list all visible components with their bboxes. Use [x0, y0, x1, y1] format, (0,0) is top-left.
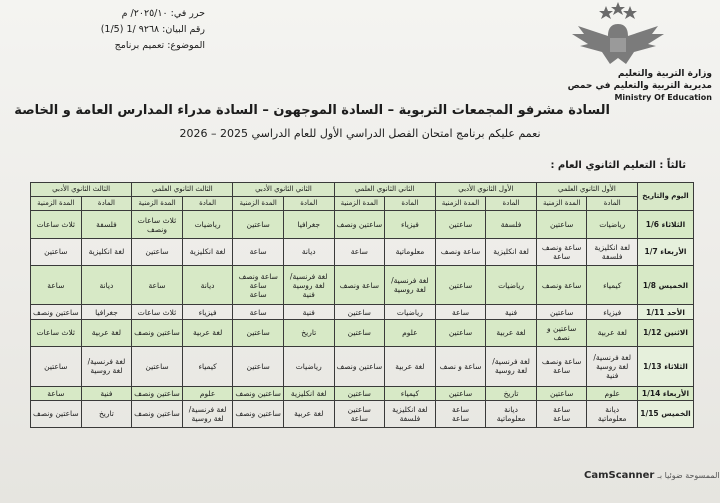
subject-cell: لغة عربية	[182, 319, 233, 346]
schedule-row	[31, 305, 694, 319]
duration-cell: ساعتين	[435, 319, 486, 346]
subject-cell: فيزياء	[385, 211, 436, 238]
duration-column-header: المدة الزمنية	[435, 197, 486, 211]
duration-cell: ساعة	[31, 386, 82, 400]
subject-cell: فلسفة	[486, 211, 537, 238]
subject-cell: لغة انكليزية	[486, 238, 537, 265]
grade-group-header: الثاني الثانوي العلمي	[334, 183, 435, 197]
subject-cell: جغرافيا	[81, 305, 132, 319]
date-line: حرر في: ٢٠٢٥/١٠/ م	[121, 8, 205, 19]
subject-cell: كيمياء	[182, 346, 233, 386]
subject-cell: لغة فرنسية/ لغة روسية	[81, 346, 132, 386]
ministry-english: Ministry Of Education	[614, 93, 712, 102]
subject-cell: معلوماتية	[385, 238, 436, 265]
subject-cell: لغة عربية	[283, 400, 334, 427]
duration-cell: ساعتين ونصف	[334, 211, 385, 238]
ministry-name: وزارة التربية والتعليم	[617, 69, 712, 79]
duration-cell: ساعة ونصف	[435, 238, 486, 265]
duration-cell: ساعتين	[334, 386, 385, 400]
duration-cell: ساعتين	[435, 265, 486, 305]
subject-cell: رياضيات	[486, 265, 537, 305]
duration-cell: ساعتين ونصف	[31, 400, 82, 427]
subject-cell: لغة انكليزية فلسفة	[385, 400, 436, 427]
duration-cell: ساعتين	[132, 238, 183, 265]
grade-group-header: الأول الثانوي العلمي	[536, 183, 637, 197]
day-date-cell: الثلاثاء 1/13	[638, 346, 694, 386]
duration-cell: ساعتين ونصف	[233, 386, 284, 400]
subject-column-header: المادة	[283, 197, 334, 211]
schedule-row	[31, 265, 694, 305]
subject-cell: تاريخ	[486, 386, 537, 400]
scanner-prefix: الممسوحة ضوئيا بـ	[657, 471, 720, 480]
subject-cell: علوم	[587, 386, 638, 400]
subject-cell: ديانة معلوماتية	[587, 400, 638, 427]
day-date-cell: الأربعاء 1/7	[638, 238, 694, 265]
subject-cell: لغة فرنسية/ لغة روسية	[486, 346, 537, 386]
duration-cell: ساعتين	[435, 386, 486, 400]
day-date-cell: الأربعاء 1/14	[638, 386, 694, 400]
subject-cell: ديانة معلوماتية	[486, 400, 537, 427]
subject-cell: لغة عربية	[385, 346, 436, 386]
duration-cell: ثلاث ساعات	[31, 319, 82, 346]
duration-column-header: المدة الزمنية	[334, 197, 385, 211]
subject-cell: لغة انكليزية فلسفة	[587, 238, 638, 265]
reference-number: رقم البيان: ٩٢٦٨ /1 (1/5)	[100, 24, 205, 35]
schedule-row	[31, 319, 694, 346]
addressee-title: السادة مشرفو المجمعات التربوية – السادة الموجهون – السادة مدراء المدارس العامة و الخاصة	[14, 103, 610, 118]
subject-cell: لغة عربية	[486, 319, 537, 346]
duration-cell: ساعتين	[536, 305, 587, 319]
subject-cell: فيزياء	[182, 305, 233, 319]
scanner-name: CamScanner	[584, 470, 655, 481]
subject-line: الموضوع: تعميم برنامج	[114, 40, 205, 51]
eagle-emblem-icon	[558, 0, 678, 68]
subject-column-header: المادة	[486, 197, 537, 211]
day-date-cell: الأحد 1/11	[638, 305, 694, 319]
duration-cell: ساعتين ونصف	[132, 400, 183, 427]
duration-cell: ساعتين و نصف	[536, 319, 587, 346]
duration-cell: ساعتين	[31, 238, 82, 265]
subject-cell: علوم	[182, 386, 233, 400]
subject-cell: رياضيات	[385, 305, 436, 319]
duration-column-header: المدة الزمنية	[536, 197, 587, 211]
day-date-cell: الخميس 1/8	[638, 265, 694, 305]
subject-column-header: المادة	[385, 197, 436, 211]
duration-cell: ساعتين	[536, 386, 587, 400]
directorate-name: مديرية التربية والتعليم في حمص	[567, 81, 712, 91]
subject-cell: فلسفة	[81, 211, 132, 238]
duration-cell: ثلاث ساعات ونصف	[132, 211, 183, 238]
circular-subtitle: نعمم عليكم برنامج امتحان الفصل الدراسي الأول للعام الدراسي 2025 – 2026	[179, 127, 541, 140]
subject-cell: فنية	[486, 305, 537, 319]
duration-cell: ساعة ونصف	[334, 265, 385, 305]
subject-cell: لغة انكليزية	[283, 386, 334, 400]
duration-cell: ساعة	[233, 238, 284, 265]
subject-cell: تاريخ	[283, 319, 334, 346]
grade-group-header: الثالث الثانوي الأدبي	[31, 183, 132, 197]
day-date-cell: الثلاثاء 1/6	[638, 211, 694, 238]
duration-cell: ساعتين	[334, 305, 385, 319]
subject-cell: لغة عربية	[587, 319, 638, 346]
duration-cell: ساعة	[334, 238, 385, 265]
schedule-row	[31, 386, 694, 400]
duration-cell: ساعتين	[233, 211, 284, 238]
exam-schedule-table	[30, 182, 694, 428]
duration-column-header: المدة الزمنية	[233, 197, 284, 211]
grade-group-header: الأول الثانوي الأدبي	[435, 183, 536, 197]
subject-cell: ديانة	[81, 265, 132, 305]
grade-group-header: الثالث الثانوي العلمي	[132, 183, 233, 197]
duration-cell: ساعتين ونصف	[132, 386, 183, 400]
subject-cell: فنية	[283, 305, 334, 319]
schedule-row	[31, 238, 694, 265]
subject-cell: لغة فرنسية/ لغة روسية	[385, 265, 436, 305]
duration-cell: ساعة	[435, 305, 486, 319]
scanner-watermark	[584, 470, 720, 488]
table-header-row	[31, 183, 694, 197]
subject-cell: كيمياء	[385, 386, 436, 400]
duration-column-header: المدة الزمنية	[31, 197, 82, 211]
duration-cell: ساعة ونصف ساعة	[536, 346, 587, 386]
subject-cell: علوم	[385, 319, 436, 346]
subject-cell: ديانة	[182, 265, 233, 305]
grade-group-header: الثاني الثانوي الأدبي	[233, 183, 334, 197]
section-heading: ثالثاً : التعليم الثانوي العام :	[550, 160, 686, 171]
duration-cell: ساعة	[132, 265, 183, 305]
duration-cell: ساعتين ساعة	[334, 400, 385, 427]
subject-cell: لغة فرنسية/ لغة روسية فنية	[587, 346, 638, 386]
duration-cell: ساعتين ونصف	[233, 400, 284, 427]
subject-column-header: المادة	[587, 197, 638, 211]
duration-cell: ساعتين	[536, 211, 587, 238]
duration-cell: ثلاث ساعات	[31, 211, 82, 238]
duration-column-header: المدة الزمنية	[132, 197, 183, 211]
duration-cell: ساعتين	[132, 346, 183, 386]
duration-cell: ساعة ونصف ساعة ساعة	[233, 265, 284, 305]
day-date-cell: الاثنين 1/12	[638, 319, 694, 346]
subject-cell: رياضيات	[182, 211, 233, 238]
schedule-row	[31, 400, 694, 427]
duration-cell: ساعتين	[31, 346, 82, 386]
ministry-block	[512, 68, 712, 104]
subject-cell: ديانة	[283, 238, 334, 265]
subject-cell: لغة انكليزية	[81, 238, 132, 265]
subject-column-header: المادة	[182, 197, 233, 211]
duration-cell: ثلاث ساعات	[132, 305, 183, 319]
subject-cell: لغة انكليزية	[182, 238, 233, 265]
schedule-row	[31, 211, 694, 238]
duration-cell: ساعة ونصف ساعة	[536, 238, 587, 265]
letter-meta	[55, 6, 205, 54]
subject-cell: فنية	[81, 386, 132, 400]
table-subheader-row	[31, 197, 694, 211]
subject-cell: فيزياء	[587, 305, 638, 319]
duration-cell: ساعة ساعة	[435, 400, 486, 427]
subject-cell: لغة عربية	[81, 319, 132, 346]
duration-cell: ساعتين ونصف	[31, 305, 82, 319]
duration-cell: ساعة ونصف	[536, 265, 587, 305]
duration-cell: ساعة ساعة	[536, 400, 587, 427]
subject-cell: رياضيات	[283, 346, 334, 386]
duration-cell: ساعتين	[435, 211, 486, 238]
corner-header: اليوم والتاريخ	[638, 183, 694, 211]
schedule-row	[31, 346, 694, 386]
duration-cell: ساعة و نصف	[435, 346, 486, 386]
duration-cell: ساعتين	[233, 346, 284, 386]
subject-cell: لغة فرنسية/ لغة روسية فنية	[283, 265, 334, 305]
day-date-cell: الخميس 1/15	[638, 400, 694, 427]
subject-cell: رياضيات	[587, 211, 638, 238]
subject-column-header: المادة	[81, 197, 132, 211]
duration-cell: ساعتين ونصف	[334, 346, 385, 386]
subject-cell: جغرافيا	[283, 211, 334, 238]
duration-cell: ساعتين	[334, 319, 385, 346]
duration-cell: ساعتين	[233, 319, 284, 346]
duration-cell: ساعة	[233, 305, 284, 319]
duration-cell: ساعة	[31, 265, 82, 305]
subject-cell: تاريخ	[81, 400, 132, 427]
subject-cell: كيمياء	[587, 265, 638, 305]
subject-cell: لغة فرنسية/ لغة روسية	[182, 400, 233, 427]
duration-cell: ساعتين ونصف	[132, 319, 183, 346]
